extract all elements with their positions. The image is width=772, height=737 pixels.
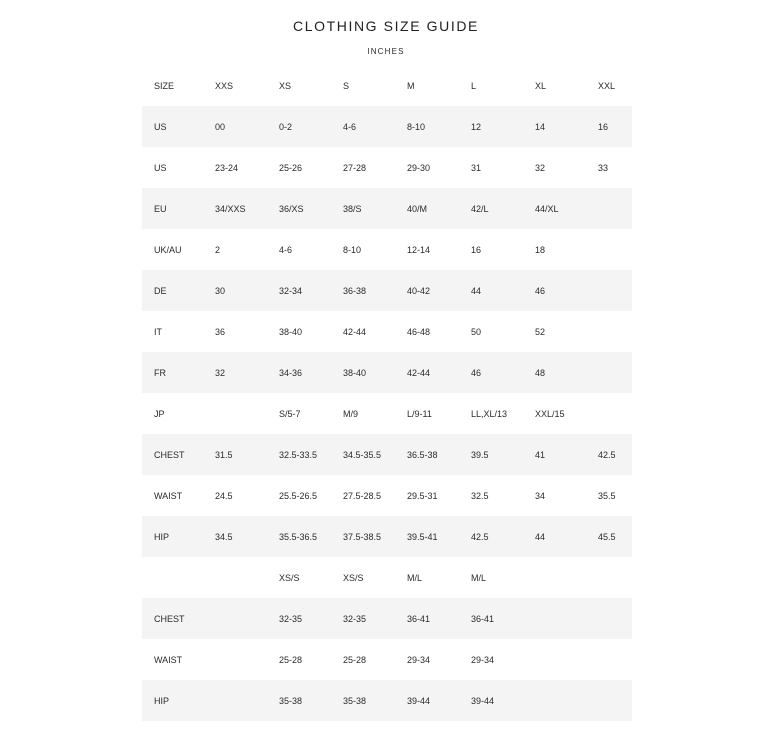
table-cell: 23-24: [215, 162, 239, 173]
table-cell: 34-36: [267, 352, 331, 393]
table-cell: [586, 229, 632, 270]
table-cell: [586, 311, 632, 352]
table-cell: 16: [586, 106, 632, 147]
row-label: [142, 557, 203, 598]
table-cell: 25-28: [279, 654, 303, 665]
table-row: [142, 516, 632, 557]
table-cell: 32: [535, 162, 546, 173]
table-cell: [523, 557, 586, 598]
table-cell: 37.5-38.5: [331, 516, 395, 557]
table-header-cell: XXS: [215, 80, 234, 91]
table-cell: 34: [535, 490, 546, 501]
table-header-cell: SIZE: [154, 80, 175, 91]
table-cell: 34/XXS: [203, 188, 267, 229]
table-row: [142, 106, 632, 147]
table-cell: XS/S: [343, 572, 364, 583]
table-row: [142, 270, 632, 311]
table-row: [142, 598, 632, 639]
table-cell: 45.5: [586, 516, 632, 557]
table-cell: 36: [215, 326, 226, 337]
table-cell: 18: [535, 244, 546, 255]
row-label: CHEST: [142, 598, 203, 639]
row-label: DE: [142, 270, 203, 311]
table-cell: 30: [203, 270, 267, 311]
table-cell: 46-48: [407, 326, 431, 337]
row-label: US: [154, 162, 167, 173]
row-label: HIP: [142, 516, 203, 557]
table-cell: 4-6: [331, 106, 395, 147]
table-cell: 52: [535, 326, 546, 337]
row-label: IT: [154, 326, 162, 337]
table-cell: 50: [471, 326, 482, 337]
table-cell: [203, 680, 267, 721]
table-cell: 25-28: [343, 654, 367, 665]
table-cell: 27.5-28.5: [343, 490, 382, 501]
row-label: WAIST: [154, 490, 183, 501]
table-cell: 36-41: [459, 598, 523, 639]
table-cell: [586, 188, 632, 229]
table-cell: 39.5-41: [395, 516, 459, 557]
table-cell: [586, 557, 632, 598]
table-cell: 42-44: [395, 352, 459, 393]
table-cell: 24.5: [215, 490, 233, 501]
table-cell: [523, 598, 586, 639]
table-row: [142, 188, 632, 229]
row-label: EU: [142, 188, 203, 229]
table-cell: 44: [523, 516, 586, 557]
table-cell: 42-44: [343, 326, 367, 337]
table-row: [142, 680, 632, 721]
table-cell: 38/S: [331, 188, 395, 229]
row-label: FR: [142, 352, 203, 393]
table-cell: 00: [203, 106, 267, 147]
row-label: US: [142, 106, 203, 147]
table-cell: 34.5-35.5: [331, 434, 395, 475]
table-cell: S/5-7: [279, 408, 301, 419]
table-subheader-row: [142, 557, 632, 598]
page-title: CLOTHING SIZE GUIDE: [293, 18, 479, 34]
row-label: HIP: [142, 680, 203, 721]
table-cell: [586, 270, 632, 311]
row-label: CHEST: [142, 434, 203, 475]
table-cell: 35.5: [598, 490, 616, 501]
table-cell: 29-34: [407, 654, 431, 665]
table-cell: 14: [523, 106, 586, 147]
table-cell: L/9-11: [407, 408, 432, 419]
table-cell: 44: [459, 270, 523, 311]
table-cell: [523, 680, 586, 721]
table-header-cell: S: [343, 80, 350, 91]
table-cell: 29-30: [407, 162, 431, 173]
table-cell: 39-44: [459, 680, 523, 721]
table-cell: M/9: [343, 408, 359, 419]
table-cell: 34.5: [203, 516, 267, 557]
table-header-cell: XL: [535, 80, 547, 91]
table-cell: 8-10: [395, 106, 459, 147]
table-header-cell: L: [471, 80, 477, 91]
table-row: [142, 311, 632, 352]
table-cell: [203, 557, 267, 598]
row-label: UK/AU: [154, 244, 182, 255]
table-cell: 32-35: [331, 598, 395, 639]
table-cell: [586, 393, 632, 434]
size-guide-table: [142, 65, 632, 721]
table-cell: 39.5: [459, 434, 523, 475]
table-header-cell: XS: [279, 80, 292, 91]
table-cell: 48: [523, 352, 586, 393]
table-cell: 39-44: [395, 680, 459, 721]
table-cell: 35-38: [331, 680, 395, 721]
table-cell: 36.5-38: [395, 434, 459, 475]
table-cell: 25-26: [279, 162, 303, 173]
table-header-cell: M: [407, 80, 415, 91]
table-row: [142, 147, 632, 188]
table-cell: [586, 680, 632, 721]
table-cell: 38-40: [279, 326, 303, 337]
table-cell: 29-34: [471, 654, 495, 665]
table-cell: [203, 393, 267, 434]
table-cell: 32: [203, 352, 267, 393]
row-label: JP: [154, 408, 165, 419]
table-cell: 16: [471, 244, 482, 255]
table-cell: 33: [598, 162, 609, 173]
table-cell: M/L: [471, 572, 487, 583]
table-cell: 36-41: [395, 598, 459, 639]
table-cell: [203, 639, 267, 680]
table-cell: [586, 598, 632, 639]
table-row: [142, 475, 632, 516]
table-cell: 0-2: [267, 106, 331, 147]
table-cell: 32.5-33.5: [267, 434, 331, 475]
table-cell: 40/M: [395, 188, 459, 229]
table-cell: 25.5-26.5: [279, 490, 318, 501]
table-cell: 36/XS: [267, 188, 331, 229]
table-cell: 31.5: [203, 434, 267, 475]
table-cell: 44/XL: [523, 188, 586, 229]
table-cell: 42.5: [459, 516, 523, 557]
table-cell: 32.5: [471, 490, 489, 501]
table-cell: 35-38: [267, 680, 331, 721]
table-row: [142, 639, 632, 680]
table-cell: 12: [459, 106, 523, 147]
table-cell: 27-28: [343, 162, 367, 173]
unit-label: INCHES: [367, 47, 405, 56]
table-cell: 40-42: [395, 270, 459, 311]
table-header-cell: XXL: [598, 80, 616, 91]
table-cell: 46: [523, 270, 586, 311]
table-cell: 32-34: [267, 270, 331, 311]
table-cell: [523, 639, 586, 680]
table-cell: 35.5-36.5: [267, 516, 331, 557]
table-row: [142, 352, 632, 393]
table-row: [142, 393, 632, 434]
table-cell: 36-38: [331, 270, 395, 311]
table-cell: 46: [459, 352, 523, 393]
table-cell: 32-35: [267, 598, 331, 639]
table-cell: 41: [523, 434, 586, 475]
table-header-row: [142, 65, 632, 106]
table-cell: 42.5: [586, 434, 632, 475]
table-cell: 8-10: [343, 244, 362, 255]
table-cell: [586, 639, 632, 680]
table-cell: 29.5-31: [407, 490, 438, 501]
table-cell: [586, 352, 632, 393]
table-cell: XS/S: [279, 572, 300, 583]
table-cell: 4-6: [279, 244, 293, 255]
table-cell: [203, 598, 267, 639]
row-label: WAIST: [154, 654, 183, 665]
table-row: [142, 229, 632, 270]
table-cell: XXL/15: [535, 408, 565, 419]
table-cell: M/L: [407, 572, 423, 583]
table-cell: 12-14: [407, 244, 431, 255]
table-row: [142, 434, 632, 475]
table-cell: 2: [215, 244, 221, 255]
table-cell: 38-40: [331, 352, 395, 393]
table-cell: 31: [471, 162, 482, 173]
table-cell: LL,XL/13: [471, 408, 508, 419]
table-cell: 42/L: [459, 188, 523, 229]
